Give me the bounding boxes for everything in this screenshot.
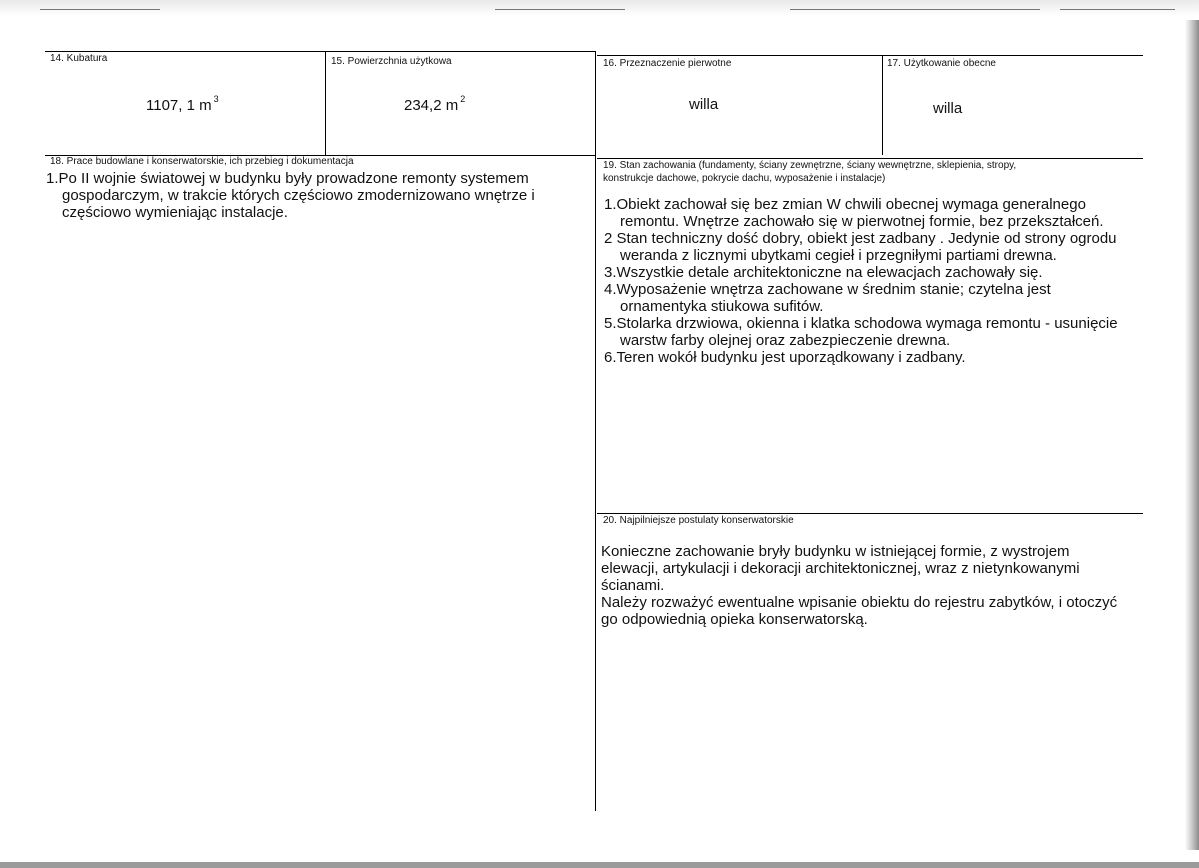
powierzchnia-label: 15. Powierzchnia użytkowa xyxy=(331,56,452,67)
stan-label-line2: konstrukcje dachowe, pokrycie dachu, wyposażenie i instalacje) xyxy=(603,173,886,184)
stan-item: 4.Wyposażenie wnętrza zachowane w średnim stanie; czytelna jest ornamentyka stiukowa sufitów. xyxy=(604,281,1051,315)
grid-line xyxy=(45,51,595,52)
prace-text: 1.Po II wojnie światowej w budynku były prowadzone remonty systemem gospodarczym, w trakcie których częściowo zmodernizowano wnętrze i częściowo wymieniając instalacje. xyxy=(46,170,535,221)
scan-dash xyxy=(790,9,1040,10)
grid-line xyxy=(882,55,883,155)
stan-item: 5.Stolarka drzwiowa, okienna i klatka schodowa wymaga remontu - usunięcie warstw farby olejnej oraz zabezpieczenie drewna. xyxy=(604,315,1118,349)
przeznaczenie-label: 16. Przeznaczenie pierwotne xyxy=(603,58,732,69)
stan-label-line1: 19. Stan zachowania (fundamenty, ściany zewnętrzne, ściany wewnętrzne, sklepienia, stropy, xyxy=(603,160,1017,171)
grid-line xyxy=(597,158,1143,159)
stan-item: 1.Obiekt zachował się bez zmian W chwili obecnej wymaga generalnego remontu. Wnętrze zachowało się w pierwotnej formie, bez przekształceń. xyxy=(604,196,1104,230)
scan-edge-right xyxy=(1185,20,1199,850)
powierzchnia-value: 234,2 m $^2$ xyxy=(404,94,466,114)
kubatura-label: 14. Kubatura xyxy=(50,53,108,64)
stan-item: 6.Teren wokół budynku jest uporządkowany i zadbany. xyxy=(604,349,966,366)
grid-line xyxy=(597,513,1143,514)
prace-label: 18. Prace budowlane i konserwatorskie, ich przebieg i dokumentacja xyxy=(50,156,354,167)
scan-edge-bottom xyxy=(0,862,1199,868)
postulaty-label: 20. Najpilniejsze postulaty konserwatorskie xyxy=(603,515,794,526)
przeznaczenie-value: willa xyxy=(689,96,719,113)
postulaty-text xyxy=(601,543,1121,628)
uzytkowanie-label: 17. Użytkowanie obecne xyxy=(887,58,996,69)
scan-edge-top xyxy=(0,0,1199,16)
grid-line xyxy=(597,55,1143,56)
grid-line xyxy=(595,51,596,811)
stan-item: 2 Stan techniczny dość dobry, obiekt jest zadbany . Jedynie od strony ogrodu weranda z licznymi ubytkami cegieł i przegniłymi partiami drewna. xyxy=(604,230,1117,264)
uzytkowanie-value: willa xyxy=(933,100,963,117)
postulaty-paragraph: Konieczne zachowanie bryły budynku w istniejącej formie, z wystrojem elewacji, artykulacji i dekoracji architektonicznej, wraz z nietynkowanymi ścianami. xyxy=(601,543,1080,594)
scan-dash xyxy=(40,9,160,10)
kubatura-value: 1107, 1 m $^3$ xyxy=(146,94,219,114)
stan-item: 3.Wszystkie detale architektoniczne na elewacjach zachowały się. xyxy=(604,264,1043,281)
scan-dash xyxy=(495,9,625,10)
grid-line xyxy=(325,51,326,155)
stan-list xyxy=(604,196,1129,366)
scan-dash xyxy=(1060,9,1175,10)
postulaty-paragraph: Należy rozważyć ewentualne wpisanie obiektu do rejestru zabytków, i otoczyć go odpowiednią opieka konserwatorską. xyxy=(601,594,1118,628)
